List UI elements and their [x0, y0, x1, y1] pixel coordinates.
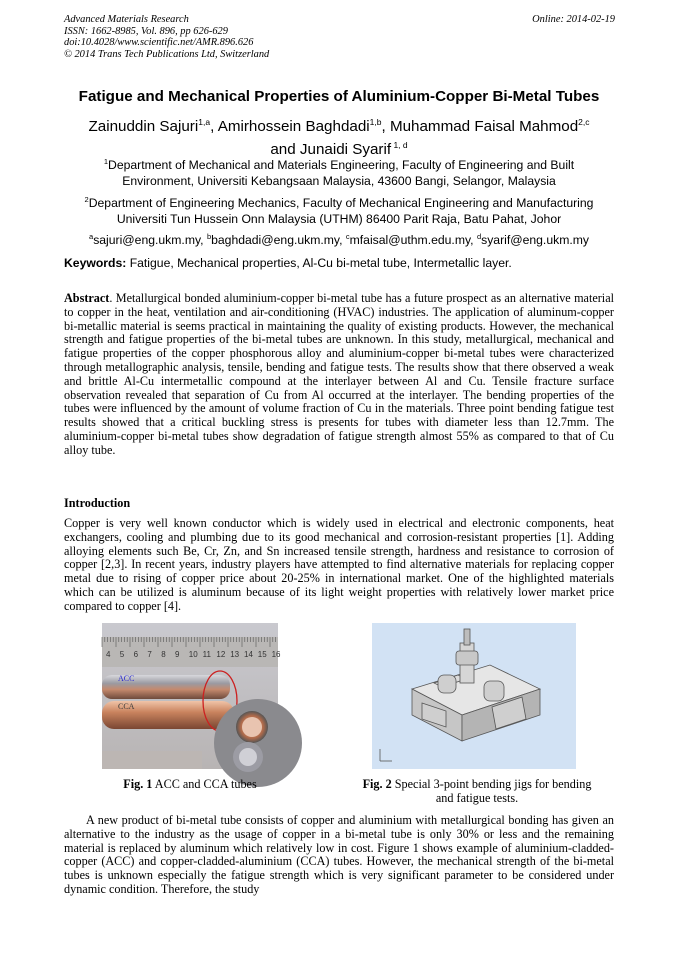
- ruler-number: 8: [161, 650, 166, 659]
- intro-paragraph-1: Copper is very well known conductor which is widely used in electrical and electronic components, heat exchangers, cooling and plumbing due to its good mechanical and corrosion-resistant properties [1]. Adding alloying elements such Be, Cr, Zn, and Sn increased tensile strength, hardness and resistance to corrosion of copper [2,3]. In recent years, industry players have attempted to find alternative materials for replacing copper metal due to rising of copper price about 20-25% in international market. One of the highlighted materials which can be utilized is aluminum because of its light weight properties with relatively lower market price compared to copper [4].: [64, 516, 614, 613]
- ruler-number: 15: [257, 650, 267, 659]
- journal-doi: doi:10.4028/www.scientific.net/AMR.896.626: [64, 37, 254, 49]
- email-list: $^a$sajuri@eng.ukm.my, $^b$baghdadi@eng.ukm.my, $^c$mfaisal@uthm.edu.my, $^d$syarif@eng.ukm.my: [89, 232, 589, 248]
- author-line-1: Zainuddin Sajuri$^{1,a}$, Amirhossein Baghdadi$^{1,b}$, Muhammad Faisal Mahmod$^{2,c}$: [88, 117, 590, 136]
- author-name: Muhammad Faisal Mahmod: [389, 118, 579, 136]
- author-name: and Junaidi Syarif: [270, 141, 392, 159]
- ruler-number: 7: [147, 650, 152, 659]
- ruler-number: 5: [119, 650, 125, 659]
- figure-1-photo: [102, 623, 281, 769]
- author-list: [40, 113, 638, 159]
- figure-1-caption: Fig. 1 ACC and CCA tubes: [123, 777, 257, 791]
- email-link: syarif@eng.ukm.my: [481, 233, 589, 248]
- journal-header: [64, 14, 269, 60]
- cca-label: CCA: [118, 702, 135, 711]
- ruler-number: 10: [188, 650, 198, 659]
- acc-label: ACC: [118, 674, 135, 683]
- abstract-label: Abstract: [64, 291, 110, 305]
- ruler-number: 9: [175, 650, 180, 659]
- keywords: [64, 256, 512, 270]
- email-link: sajuri@eng.ukm.my,: [93, 233, 207, 248]
- ruler-number: 12: [216, 650, 226, 659]
- author-affil-sup: 1,b: [369, 117, 382, 127]
- journal-copyright: © 2014 Trans Tech Publications Ltd, Switzerland: [64, 48, 270, 60]
- ruler-number: 14: [244, 650, 253, 659]
- abstract: [64, 292, 614, 458]
- author-affil-sup: 1, d: [391, 140, 408, 151]
- section-heading-introduction: Introduction: [64, 496, 131, 510]
- abstract-text: . Metallurgical bonded aluminium-copper bi-metal tube has a future prospect as an alternative material to copper in the heat, ventilation and air-conditioning (HVAC) industries. The application of aluminum-copper bi-metallic material is seems practical in maintaining the quality of existing products. However, the mechanical strength and fatigue properties of the bi-metal tubes are unknown. In this study, metallurgical, mechanical and fatigue properties of the copper phosphorous alloy and aluminium-copper bi-metal tubes were characterized through metallographic analysis, tensile, bending and fatigue tests. The results show that there observed a weak and brittle Al-Cu intermetallic compound at the interlayer between Al and Cu. Tensile fracture surface observation revealed that separation of Cu from Al occurred at the interlayer. The bending properties of the tubes were influenced by the amount of volume fraction of Cu in the materials. Three point bending fatigue test results showed that a critical buckling stress is presents for tubes with diameter less than 12.7mm. The aluminium-copper bi-metal tubes show degradation of fatigue strength almost 55% as compared to that of Cu alloy tube.: [64, 291, 614, 457]
- ruler-number: 11: [202, 650, 211, 659]
- ruler-number: 4: [106, 650, 111, 659]
- ruler-number: 6: [133, 650, 139, 659]
- paper-title: Fatigue and Mechanical Properties of Aluminium-Copper Bi-Metal Tubes: [78, 88, 600, 105]
- author-affil-sup: 1,a: [198, 117, 211, 127]
- email-link: baghdadi@eng.ukm.my,: [211, 233, 346, 248]
- ruler-number: 16: [271, 650, 281, 659]
- author-name: Zainuddin Sajuri: [88, 118, 199, 136]
- email-link: mfaisal@uthm.edu.my,: [349, 233, 477, 248]
- figure-2-caption: Fig. 2 Special 3-point bending jigs for bending and fatigue tests.: [362, 777, 592, 805]
- keywords-text: Fatigue, Mechanical properties, Al-Cu bi-metal tube, Intermetallic layer.: [126, 256, 512, 270]
- journal-issn: ISSN: 1662-8985, Vol. 896, pp 626-629: [64, 25, 228, 37]
- intro-paragraph-2: A new product of bi-metal tube consists of copper and aluminium with metallurgical bonding has given an alternative to the industry as the usage of copper in a bi-metal tube is only 30% or less and the remaining material is replaced by aluminum which relatively low in cost. Figure 1 shows example of aluminium-cladded-copper (ACC) and copper-cladded-aluminium (CCA) tubes. However, the mechanical strength of the bi-metal tubes is unknown especially the fatigue strength which is very significant parameter to be considered under dynamic condition. Therefore, the study: [64, 813, 614, 896]
- figure-2-jig-drawing: [372, 623, 576, 769]
- online-date: Online: 2014-02-19: [532, 14, 615, 25]
- author-name: Amirhossein Baghdadi: [217, 118, 370, 136]
- keywords-label: Keywords:: [64, 256, 127, 270]
- author-affil-sup: 2,c: [578, 117, 590, 127]
- affiliation-2: $^2$Department of Engineering Mechanics, Faculty of Mechanical Engineering and Manufacturing Universiti Tun Hussein Onn Malaysia (UTHM) 86400 Parit Raja, Batu Pahat, Johor: [84, 195, 594, 227]
- journal-name: Advanced Materials Research: [64, 14, 189, 25]
- ruler-number: 13: [230, 650, 240, 659]
- affiliation-1: $^1$Department of Mechanical and Materials Engineering, Faculty of Engineering and Built Environment, Universiti Kebangsaan Malaysia, 43600 Bangi, Selangor, Malaysia: [103, 157, 575, 189]
